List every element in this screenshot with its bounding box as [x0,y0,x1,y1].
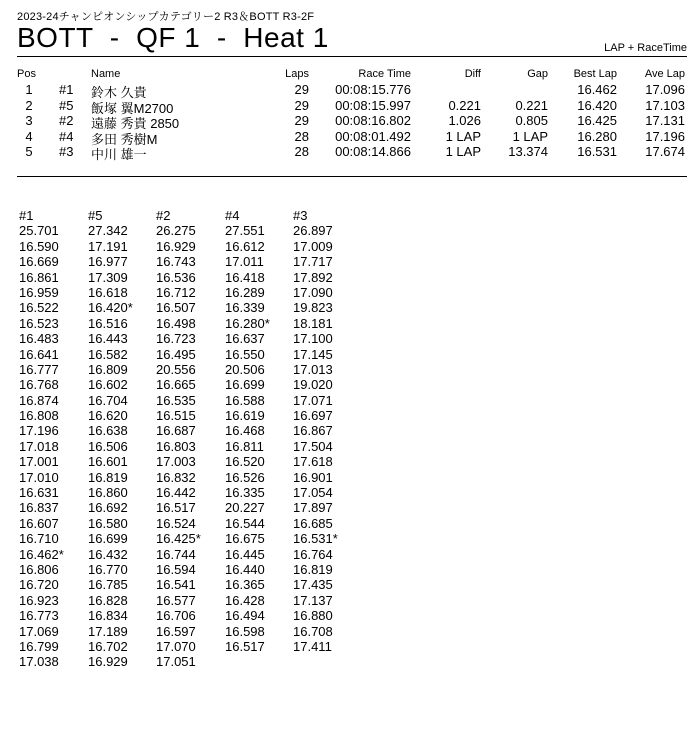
col-header-best-lap: Best Lap [573,68,617,80]
col-header-gap: Gap [527,68,548,80]
lap-time-cell: 16.720 [19,577,59,593]
result-gap: 0.805 [515,113,548,128]
lap-time-cell: 16.819 [293,561,333,577]
result-laps: 28 [294,144,309,159]
lap-time-cell: 16.523 [19,315,59,331]
driver-name: 多田 秀樹M [91,131,158,147]
lap-time-cell: 20.556 [156,361,196,377]
lap-time-cell: 16.612 [225,238,265,254]
lap-time-cell: 27.551 [225,223,265,239]
col-header-pos: Pos [17,68,36,80]
lap-time-cell: 17.504 [293,438,333,454]
lap-time-cell: 16.702 [88,638,128,654]
lap-time-cell: 16.699 [225,377,265,393]
lap-time-cell: 17.003 [156,454,196,470]
lap-time-cell: 16.526 [225,469,265,485]
result-diff: 0.221 [448,97,481,113]
lap-time-cell: 16.536 [156,269,196,285]
lap-time-cell: 16.339 [225,300,265,316]
lap-col-header: #5 [88,208,103,223]
lap-time-cell: 16.699 [88,531,128,547]
result-number: #5 [59,97,74,113]
result-pos: 3 [25,113,33,128]
lap-time-cell: 16.929 [88,654,128,670]
result-row [17,144,687,160]
col-header-name: Name [91,68,121,80]
lap-time-cell: 16.665 [156,377,196,393]
result-gap: 1 LAP [512,128,548,144]
lap-time-cell: 16.708 [293,623,333,639]
lap-time-cell: 16.420* [88,300,133,316]
lap-time-cell: 16.692 [88,500,128,516]
lap-time-cell: 16.764 [293,546,333,562]
result-ave-lap: 17.103 [645,97,685,113]
result-best-lap: 16.425 [577,113,617,128]
lap-time-cell: 16.706 [156,608,196,624]
lap-time-cell: 16.335 [225,485,265,501]
lap-time-cell: 16.880 [293,608,333,624]
lap-time-cell: 16.837 [19,500,59,516]
lap-time-cell: 16.531* [293,531,338,547]
lap-time-cell: 16.712 [156,284,196,300]
lap-time-cell: 16.874 [19,392,59,408]
lap-time-cell: 16.959 [19,284,59,300]
lap-time-cell: 17.069 [19,623,59,639]
lap-time-cell: 16.495 [156,346,196,362]
lap-time-cell: 17.009 [293,238,333,254]
lap-time-cell: 16.498 [156,315,196,331]
result-row [17,98,687,114]
lap-time-cell: 16.923 [19,592,59,608]
lap-time-cell: 16.580 [88,515,128,531]
lap-time-cell: 16.685 [293,515,333,531]
lap-time-cell: 16.516 [88,315,128,331]
lap-time-cell: 16.834 [88,608,128,624]
result-number: #4 [59,128,74,144]
lap-time-cell: 16.768 [19,377,59,393]
col-header-diff: Diff [464,68,481,80]
section-divider [17,176,687,177]
lap-time-cell: 17.618 [293,454,333,470]
result-laps: 29 [294,97,309,113]
lap-time-cell: 16.590 [19,238,59,254]
lap-time-cell: 16.442 [156,485,196,501]
lap-col-header: #4 [225,208,240,223]
lap-time-cell: 16.494 [225,608,265,624]
lap-time-cell: 16.522 [19,300,59,316]
result-race-time: 00:08:15.997 [335,97,411,113]
lap-time-cell: 16.819 [88,469,128,485]
result-laps: 28 [294,128,309,144]
result-pos: 5 [25,144,33,159]
lap-time-cell: 16.602 [88,377,128,393]
lap-time-cell: 16.770 [88,561,128,577]
lap-time-cell: 16.550 [225,346,265,362]
lap-time-cell: 16.524 [156,515,196,531]
lap-time-cell: 16.638 [88,423,128,439]
lap-time-cell: 16.432 [88,546,128,562]
lap-time-cell: 16.697 [293,408,333,424]
lap-time-cell: 16.280* [225,315,270,331]
result-laps: 29 [294,82,309,97]
lap-time-cell: 16.594 [156,561,196,577]
lap-time-cell: 17.071 [293,392,333,408]
lap-time-cell: 16.806 [19,561,59,577]
col-header-laps: Laps [285,68,309,80]
result-race-time: 00:08:15.776 [335,82,411,97]
result-number: #3 [59,144,74,159]
lap-time-cell: 16.535 [156,392,196,408]
lap-time-cell: 16.743 [156,254,196,270]
lap-time-cell: 20.227 [225,500,265,516]
result-ave-lap: 17.674 [645,144,685,159]
result-ave-lap: 17.196 [645,128,685,144]
result-best-lap: 16.531 [577,144,617,159]
result-row [17,129,687,145]
lap-time-cell: 16.425* [156,531,201,547]
lap-time-cell: 17.051 [156,654,196,670]
lap-time-cell: 16.901 [293,469,333,485]
lap-time-cell: 17.137 [293,592,333,608]
lap-time-cell: 16.832 [156,469,196,485]
header-divider [17,56,687,57]
lap-time-cell: 16.641 [19,346,59,362]
result-number: #1 [59,82,74,97]
lap-time-cell: 16.929 [156,238,196,254]
lap-time-cell: 16.544 [225,515,265,531]
result-laps: 29 [294,113,309,128]
lap-time-cell: 17.717 [293,254,333,270]
result-best-lap: 16.280 [577,128,617,144]
lap-time-cell: 16.440 [225,561,265,577]
lap-time-cell: 16.687 [156,423,196,439]
result-gap: 13.374 [508,144,548,159]
driver-name: 飯塚 翼M2700 [91,100,174,116]
lap-time-cell: 17.897 [293,500,333,516]
lap-time-cell: 17.100 [293,331,333,347]
lap-time-cell: 16.803 [156,438,196,454]
lap-time-cell: 16.777 [19,361,59,377]
lap-time-cell: 26.275 [156,223,196,239]
lap-time-cell: 16.618 [88,284,128,300]
lap-time-cell: 16.861 [19,269,59,285]
lap-time-cell: 16.631 [19,485,59,501]
lap-time-cell: 25.701 [19,223,59,239]
lap-time-cell: 19.020 [293,377,333,393]
lap-time-cell: 16.601 [88,454,128,470]
lap-time-cell: 27.342 [88,223,128,239]
lap-time-cell: 17.309 [88,269,128,285]
result-race-time: 00:08:14.866 [335,144,411,159]
lap-time-cell: 17.038 [19,654,59,670]
lap-time-cell: 16.704 [88,392,128,408]
result-ave-lap: 17.131 [645,113,685,128]
lap-time-cell: 16.517 [156,500,196,516]
lap-time-cell: 26.897 [293,223,333,239]
lap-time-cell: 16.607 [19,515,59,531]
lap-time-cell: 17.145 [293,346,333,362]
lap-time-cell: 16.669 [19,254,59,270]
lap-time-cell: 17.411 [293,638,332,654]
result-diff: 1 LAP [445,128,481,144]
lap-time-cell: 17.070 [156,638,196,654]
lap-time-cell: 17.435 [293,577,333,593]
result-pos: 1 [25,82,33,97]
lap-time-cell: 16.515 [156,408,196,424]
lap-time-cell: 16.808 [19,408,59,424]
lap-time-cell: 16.443 [88,331,128,347]
result-diff: 1 LAP [445,144,481,159]
result-gap: 0.221 [515,97,548,113]
lap-col-header: #2 [156,208,171,223]
lap-time-cell: 16.418 [225,269,265,285]
lap-time-cell: 16.365 [225,577,265,593]
result-ave-lap: 17.096 [645,82,685,97]
page-title: BOTT - QF 1 - Heat 1 [17,22,329,53]
lap-time-cell: 17.013 [293,361,333,377]
result-race-time: 00:08:01.492 [335,128,411,144]
lap-time-cell: 16.520 [225,454,265,470]
lap-time-cell: 17.010 [19,469,59,485]
lap-time-cell: 16.773 [19,608,59,624]
results-header-row [17,68,687,82]
lap-time-cell: 16.507 [156,300,196,316]
result-pos: 4 [25,128,33,144]
lap-time-cell: 16.809 [88,361,128,377]
lap-time-cell: 16.723 [156,331,196,347]
lap-time-cell: 16.828 [88,592,128,608]
lap-time-cell: 16.598 [225,623,265,639]
lap-time-cell: 16.637 [225,331,265,347]
lap-time-cell: 17.189 [88,623,128,639]
result-pos: 2 [25,97,33,113]
result-race-time: 00:08:16.802 [335,113,411,128]
lap-time-cell: 16.582 [88,346,128,362]
lap-time-cell: 16.619 [225,408,265,424]
lap-time-cell: 17.191 [88,238,128,254]
lap-time-cell: 16.483 [19,331,59,347]
lap-time-cell: 19.823 [293,300,333,316]
driver-name: 鈴木 久貴 [91,85,147,100]
lap-time-cell: 16.860 [88,485,128,501]
result-best-lap: 16.420 [577,97,617,113]
lap-col-header: #3 [293,208,308,223]
lap-time-cell: 16.541 [156,577,196,593]
col-header-ave-lap: Ave Lap [644,68,685,80]
col-header-race-time: Race Time [358,68,411,80]
lap-time-cell: 16.445 [225,546,265,562]
lap-time-cell: 16.468 [225,423,265,439]
lap-time-cell: 16.977 [88,254,128,270]
lap-time-cell: 16.577 [156,592,196,608]
lap-time-cell: 16.428 [225,592,265,608]
lap-time-cell: 16.462* [19,546,64,562]
lap-time-cell: 16.785 [88,577,128,593]
lap-time-cell: 17.011 [225,254,264,270]
lap-time-cell: 16.289 [225,284,265,300]
lap-time-cell: 17.196 [19,423,59,439]
driver-name: 中川 雄一 [91,147,147,162]
lap-time-cell: 16.675 [225,531,265,547]
lap-time-cell: 16.588 [225,392,265,408]
event-subtitle: 2023-24チャンピオンシップカテゴリー2 R3＆BOTT R3-2F [17,11,315,23]
lap-time-cell: 16.867 [293,423,333,439]
driver-name: 遠藤 秀貴 2850 [91,116,180,131]
lap-time-cell: 20.506 [225,361,265,377]
lap-time-cell: 16.710 [19,531,59,547]
result-best-lap: 16.462 [577,82,617,97]
report-mode-label: LAP + RaceTime [604,42,687,54]
lap-col-header: #1 [19,208,34,223]
lap-time-cell: 16.517 [225,638,265,654]
result-diff: 1.026 [448,113,481,128]
lap-time-cell: 17.090 [293,284,333,300]
lap-time-cell: 17.892 [293,269,333,285]
lap-time-cell: 16.811 [225,438,264,454]
lap-time-cell: 17.054 [293,485,333,501]
result-number: #2 [59,113,74,128]
lap-time-cell: 16.597 [156,623,196,639]
results-table [17,68,687,160]
lap-time-cell: 16.506 [88,438,128,454]
lap-time-cell: 16.744 [156,546,196,562]
result-row [17,113,687,129]
lap-time-cell: 17.018 [19,438,59,454]
result-row [17,82,687,98]
lap-time-cell: 17.001 [19,454,59,470]
lap-time-cell: 16.620 [88,408,128,424]
lap-time-cell: 18.181 [293,315,333,331]
lap-time-cell: 16.799 [19,638,59,654]
